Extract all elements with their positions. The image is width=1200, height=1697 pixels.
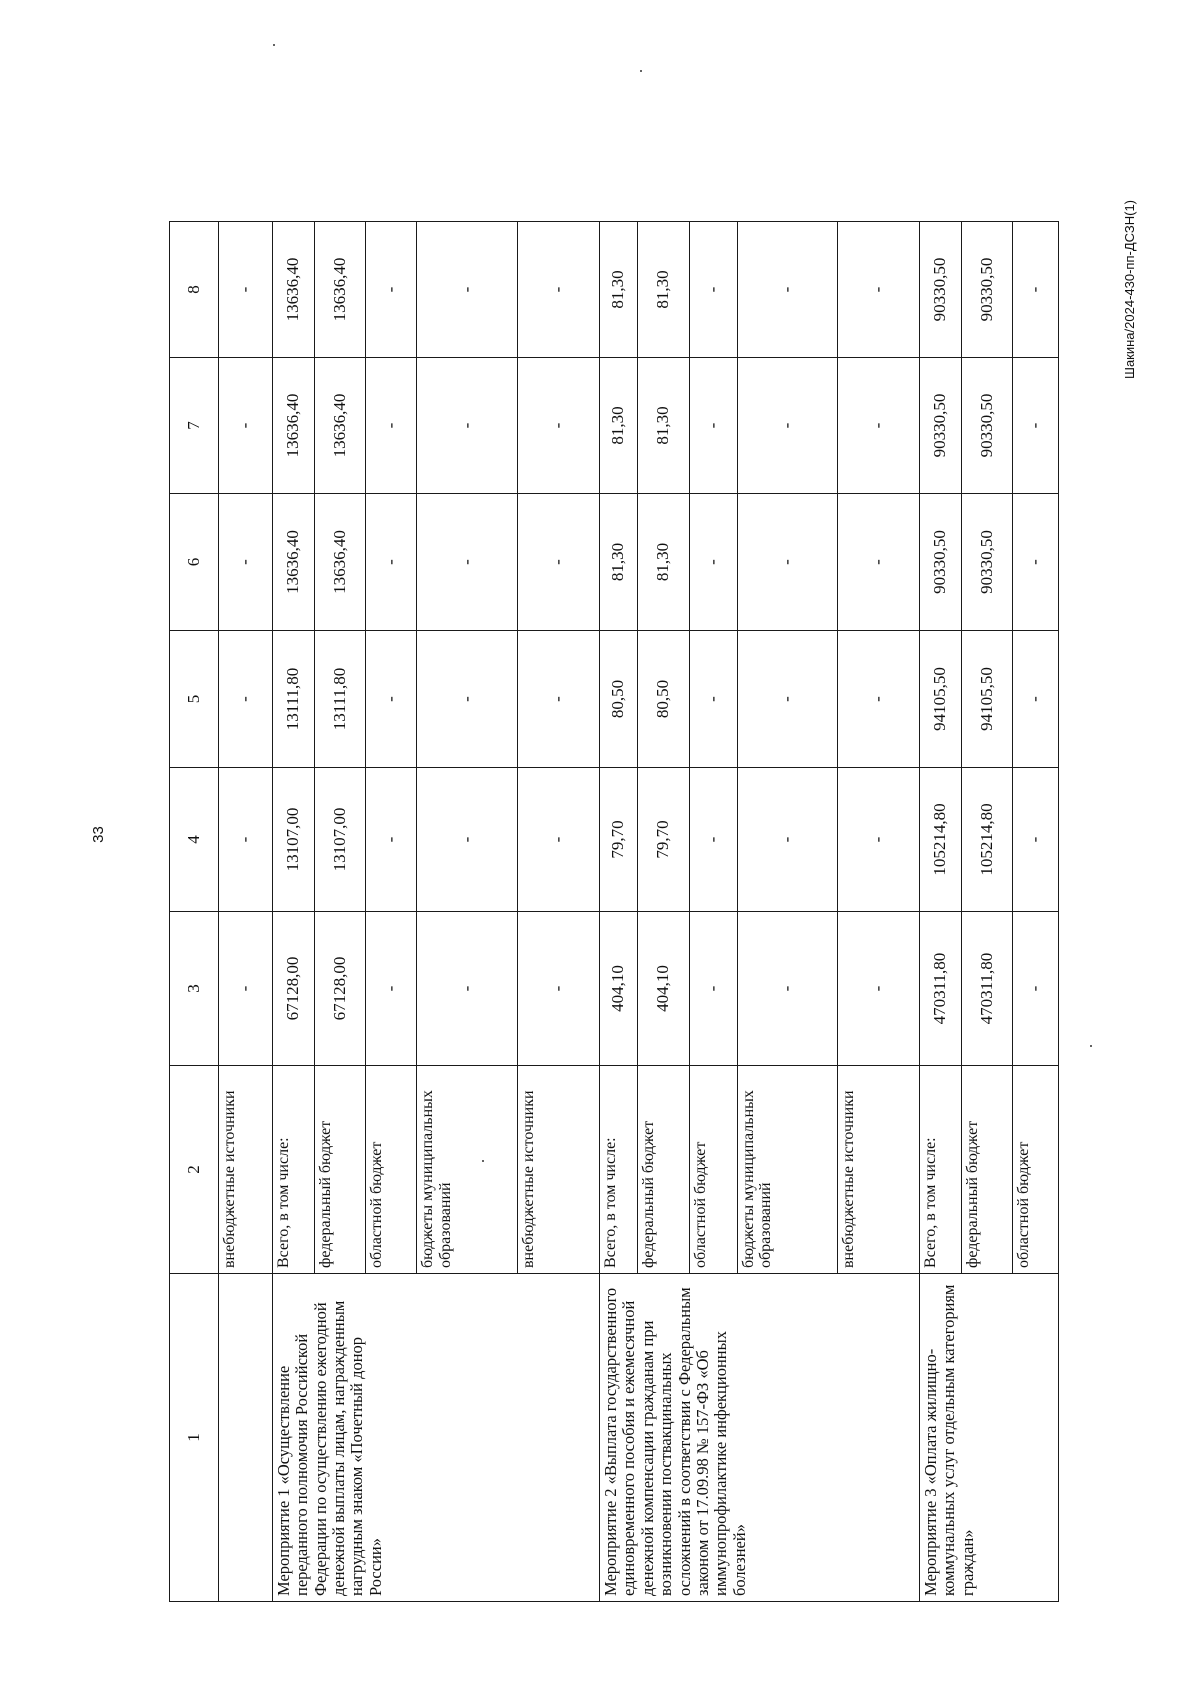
value-cell-col-4: - — [366, 768, 417, 912]
funding-source-cell: Всего, в том числе: — [272, 1066, 314, 1274]
value-cell-col-5: - — [417, 631, 517, 768]
page-number: 33 — [89, 826, 107, 843]
value-cell-col-5: 80,50 — [638, 631, 689, 768]
value-cell-col-5: 13111,80 — [314, 631, 365, 768]
column-header-6: 6 — [170, 494, 219, 631]
value-cell-col-3: - — [837, 912, 919, 1066]
measure-name-cell: Мероприятие 2 «Выплата государственного единовременного пособия и ежемесячной денежной компенсации гражданам при возникновении поствакцинальных осложнений в соответствии с Федеральным законом от 17.09.98 № 157-ФЗ «Об иммунопрофилактике инфекционных болезней» — [599, 1274, 919, 1602]
table-row — [599, 222, 638, 1602]
value-cell-col-5: - — [219, 631, 273, 768]
scan-speck — [640, 70, 642, 72]
funding-source-cell: внебюджетные источники — [837, 1066, 919, 1274]
value-cell-col-6: 81,30 — [638, 494, 689, 631]
measure-name-cell: Мероприятие 3 «Оплата жилищно-коммунальных услуг отдельным категориям граждан» — [919, 1274, 1058, 1602]
value-cell-col-6: - — [417, 494, 517, 631]
value-cell-col-3: - — [219, 912, 273, 1066]
value-cell-col-7: - — [417, 358, 517, 494]
value-cell-col-5: - — [737, 631, 837, 768]
value-cell-col-6: - — [837, 494, 919, 631]
value-cell-col-8: 13636,40 — [314, 222, 365, 358]
value-cell-col-4: 105214,80 — [919, 768, 961, 912]
value-cell-col-6: - — [689, 494, 737, 631]
funding-source-cell: федеральный бюджет — [962, 1066, 1013, 1274]
value-cell-col-4: - — [219, 768, 273, 912]
value-cell-col-6: 90330,50 — [919, 494, 961, 631]
funding-source-cell: внебюджетные источники — [219, 1066, 273, 1274]
value-cell-col-3: - — [417, 912, 517, 1066]
funding-source-cell: областной бюджет — [366, 1066, 417, 1274]
value-cell-col-7: - — [219, 358, 273, 494]
value-cell-col-4: - — [417, 768, 517, 912]
value-cell-col-3: 404,10 — [638, 912, 689, 1066]
value-cell-col-6: - — [1013, 494, 1059, 631]
scan-speck — [273, 44, 275, 46]
value-cell-col-8: - — [219, 222, 273, 358]
funding-source-cell: федеральный бюджет — [638, 1066, 689, 1274]
value-cell-col-4: 79,70 — [599, 768, 638, 912]
column-header-1: 1 — [170, 1274, 219, 1602]
value-cell-col-6: - — [219, 494, 273, 631]
value-cell-col-7: - — [1013, 358, 1059, 494]
value-cell-col-3: 470311,80 — [962, 912, 1013, 1066]
measure-name-cell — [219, 1274, 273, 1602]
funding-source-cell: бюджеты муниципальных образований — [737, 1066, 837, 1274]
table-rotated-container — [169, 222, 1059, 1602]
value-cell-col-8: - — [517, 222, 599, 358]
value-cell-col-8: - — [417, 222, 517, 358]
value-cell-col-6: 13636,40 — [314, 494, 365, 631]
column-header-8: 8 — [170, 222, 219, 358]
funding-source-cell: Всего, в том числе: — [919, 1066, 961, 1274]
value-cell-col-5: 94105,50 — [919, 631, 961, 768]
value-cell-col-7: - — [689, 358, 737, 494]
funding-source-cell: внебюджетные источники — [517, 1066, 599, 1274]
value-cell-col-7: - — [366, 358, 417, 494]
column-header-4: 4 — [170, 768, 219, 912]
value-cell-col-5: - — [1013, 631, 1059, 768]
value-cell-col-3: - — [517, 912, 599, 1066]
value-cell-col-7: 81,30 — [638, 358, 689, 494]
value-cell-col-5: - — [366, 631, 417, 768]
funding-source-cell: Всего, в том числе: — [599, 1066, 638, 1274]
value-cell-col-4: 105214,80 — [962, 768, 1013, 912]
value-cell-col-4: - — [737, 768, 837, 912]
value-cell-col-8: - — [1013, 222, 1059, 358]
funding-source-cell: областной бюджет — [1013, 1066, 1059, 1274]
value-cell-col-7: 81,30 — [599, 358, 638, 494]
value-cell-col-3: 470311,80 — [919, 912, 961, 1066]
value-cell-col-4: 13107,00 — [314, 768, 365, 912]
value-cell-col-7: - — [737, 358, 837, 494]
value-cell-col-4: - — [689, 768, 737, 912]
value-cell-col-4: - — [1013, 768, 1059, 912]
value-cell-col-4: 79,70 — [638, 768, 689, 912]
value-cell-col-3: 67128,00 — [272, 912, 314, 1066]
value-cell-col-6: 13636,40 — [272, 494, 314, 631]
table-row — [272, 222, 314, 1602]
table-row — [919, 222, 961, 1602]
funding-table — [169, 221, 1059, 1602]
value-cell-col-4: - — [517, 768, 599, 912]
column-header-2: 2 — [170, 1066, 219, 1274]
document-code: Шакина/2024-430-пп-ДСЗН(1) — [1122, 200, 1137, 379]
scan-speck — [1090, 1045, 1092, 1047]
column-header-3: 3 — [170, 912, 219, 1066]
column-header-7: 7 — [170, 358, 219, 494]
value-cell-col-8: 81,30 — [638, 222, 689, 358]
value-cell-col-5: - — [517, 631, 599, 768]
value-cell-col-4: 13107,00 — [272, 768, 314, 912]
measure-name-cell: Мероприятие 1 «Осуществление переданного полномочия Российской Федерации по осуществлению ежегодной денежной выплаты лицам, награжденным нагрудным знаком «Почетный донор России» — [272, 1274, 599, 1602]
value-cell-col-3: - — [737, 912, 837, 1066]
value-cell-col-8: - — [737, 222, 837, 358]
value-cell-col-6: 90330,50 — [962, 494, 1013, 631]
value-cell-col-3: 404,10 — [599, 912, 638, 1066]
value-cell-col-8: 90330,50 — [919, 222, 961, 358]
value-cell-col-8: 90330,50 — [962, 222, 1013, 358]
value-cell-col-7: - — [517, 358, 599, 494]
value-cell-col-6: - — [366, 494, 417, 631]
value-cell-col-3: - — [1013, 912, 1059, 1066]
value-cell-col-8: - — [837, 222, 919, 358]
value-cell-col-8: - — [366, 222, 417, 358]
value-cell-col-5: 80,50 — [599, 631, 638, 768]
value-cell-col-6: 81,30 — [599, 494, 638, 631]
value-cell-col-6: - — [737, 494, 837, 631]
header-row — [170, 222, 219, 1602]
value-cell-col-5: 13111,80 — [272, 631, 314, 768]
table-row — [219, 222, 273, 1602]
funding-source-cell: бюджеты муниципальных образований — [417, 1066, 517, 1274]
value-cell-col-5: - — [837, 631, 919, 768]
value-cell-col-3: - — [689, 912, 737, 1066]
value-cell-col-3: 67128,00 — [314, 912, 365, 1066]
funding-source-cell: областной бюджет — [689, 1066, 737, 1274]
column-header-5: 5 — [170, 631, 219, 768]
value-cell-col-7: 90330,50 — [919, 358, 961, 494]
value-cell-col-7: 90330,50 — [962, 358, 1013, 494]
value-cell-col-7: - — [837, 358, 919, 494]
value-cell-col-5: 94105,50 — [962, 631, 1013, 768]
value-cell-col-8: 81,30 — [599, 222, 638, 358]
value-cell-col-4: - — [837, 768, 919, 912]
funding-source-cell: федеральный бюджет — [314, 1066, 365, 1274]
value-cell-col-8: - — [689, 222, 737, 358]
value-cell-col-7: 13636,40 — [314, 358, 365, 494]
value-cell-col-5: - — [689, 631, 737, 768]
value-cell-col-3: - — [366, 912, 417, 1066]
value-cell-col-7: 13636,40 — [272, 358, 314, 494]
value-cell-col-6: - — [517, 494, 599, 631]
value-cell-col-8: 13636,40 — [272, 222, 314, 358]
